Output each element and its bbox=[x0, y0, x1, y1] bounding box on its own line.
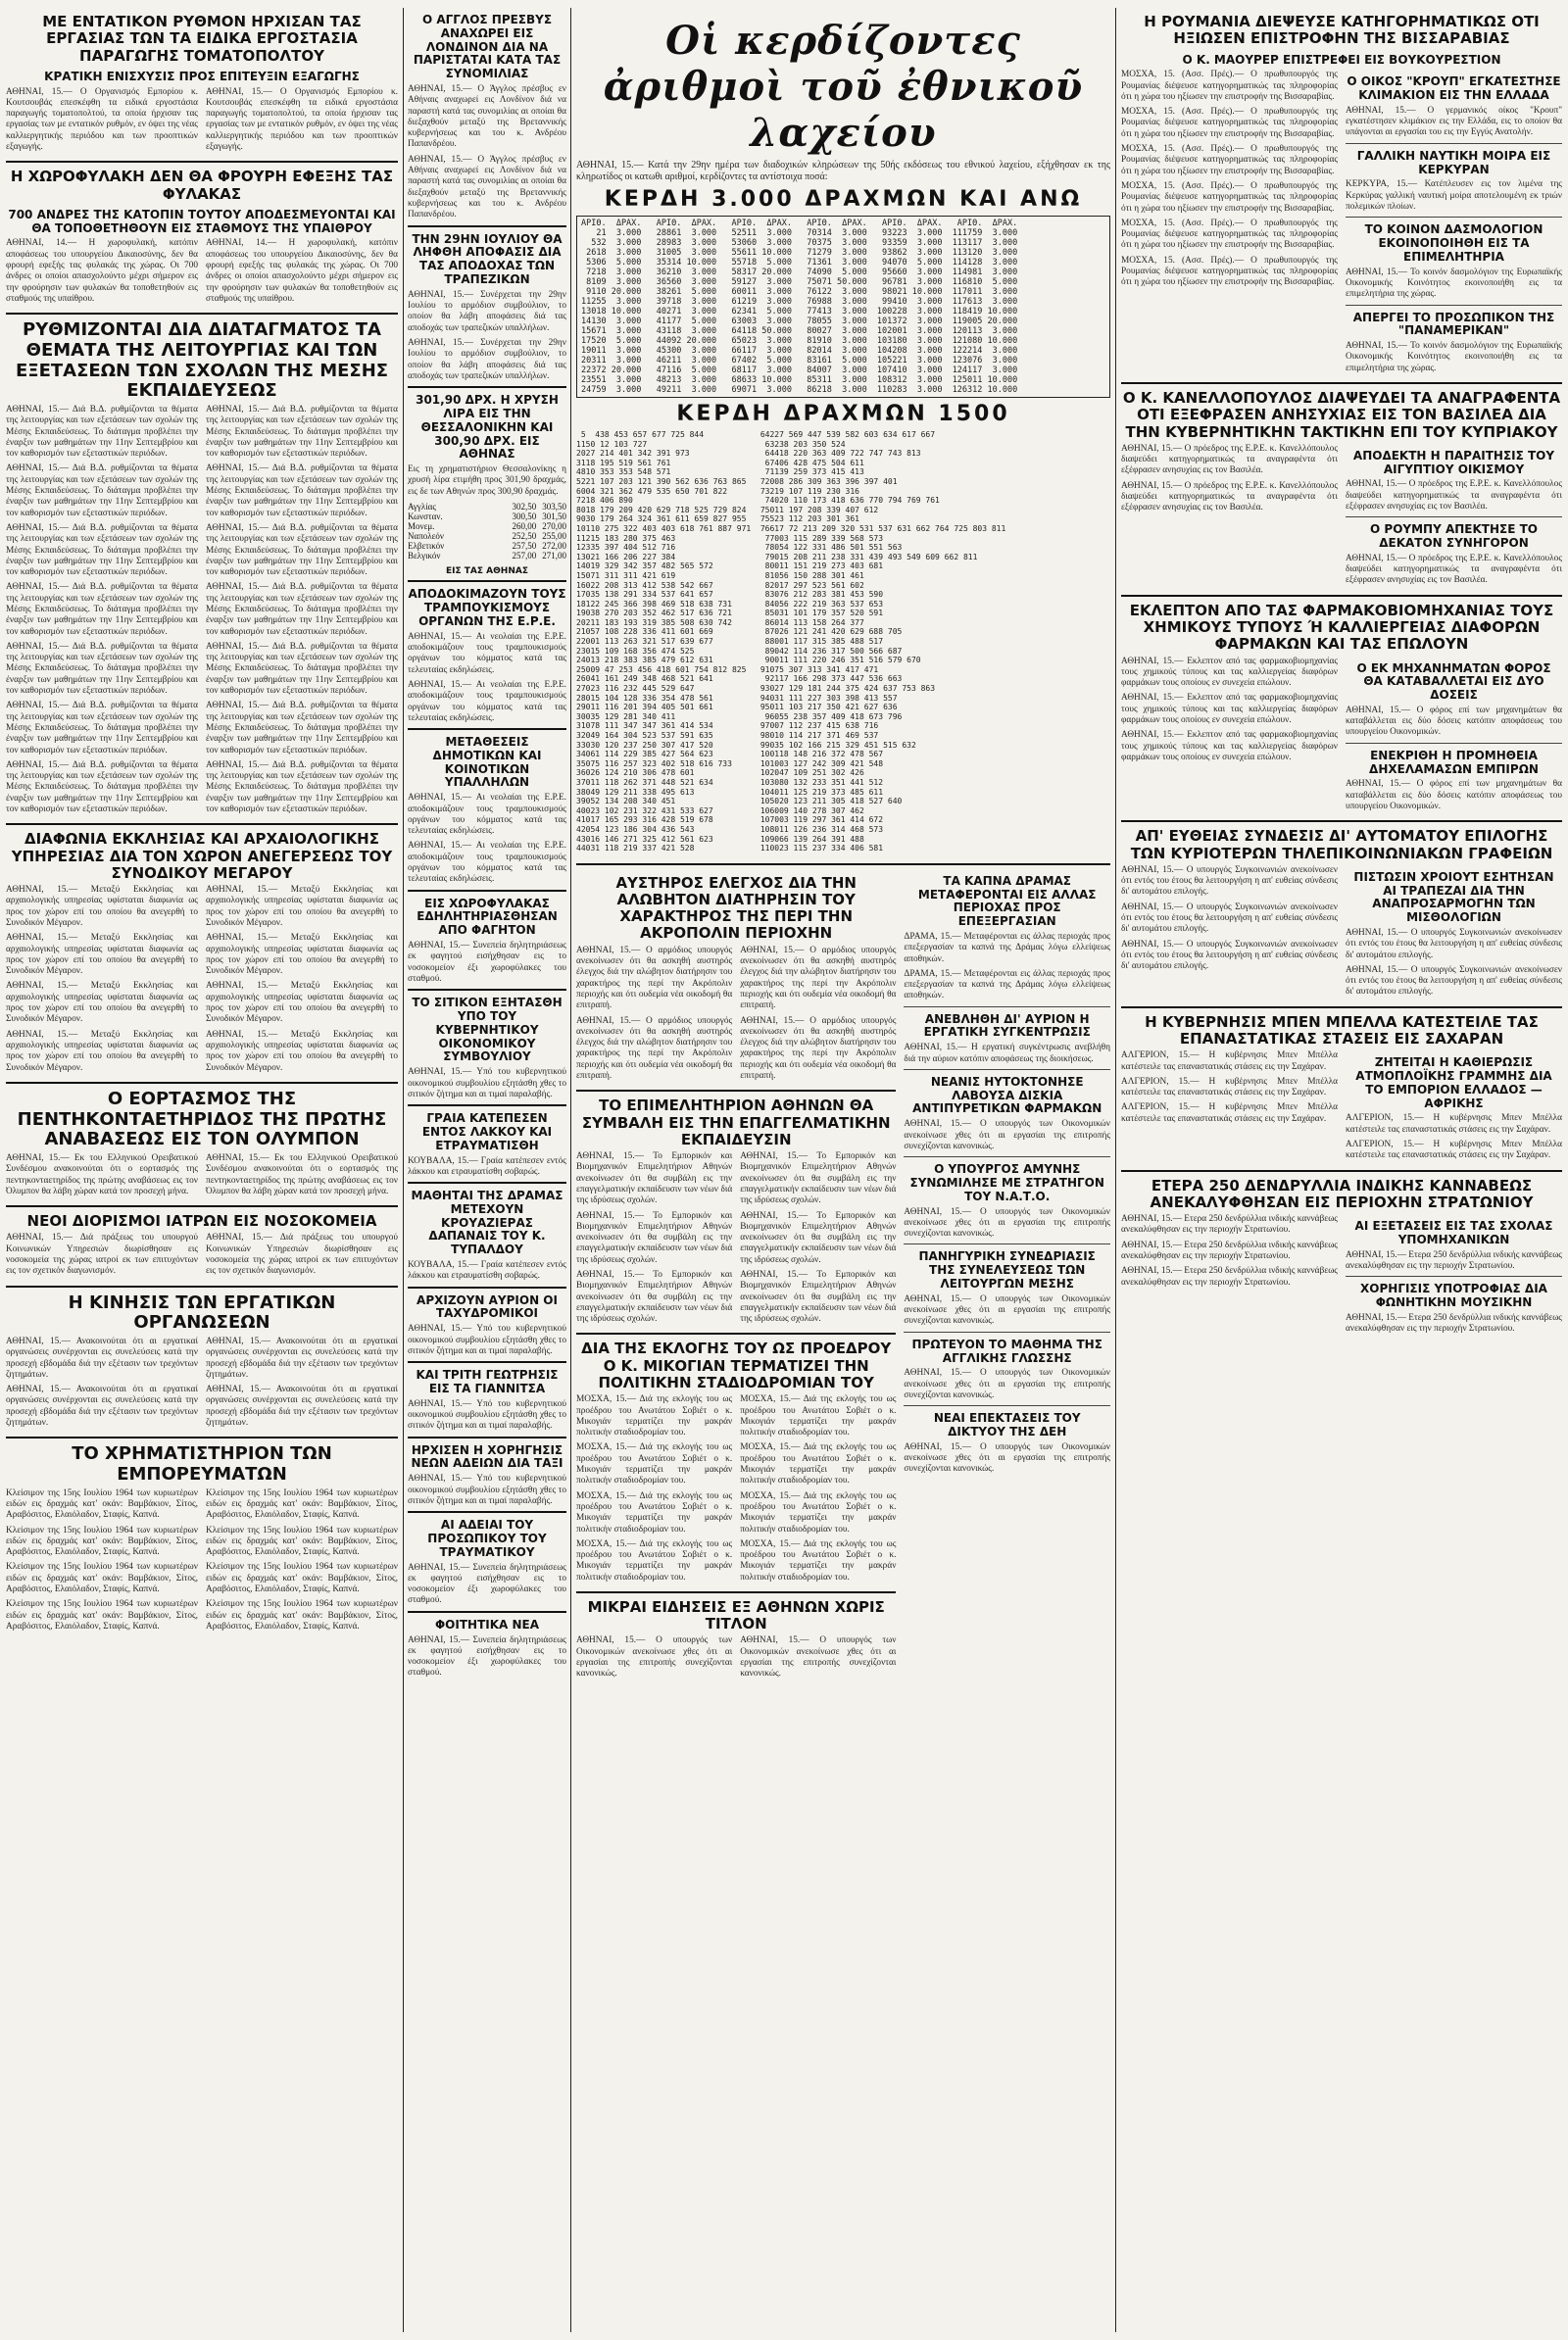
headline: ΑΠ' ΕΥΘΕΙΑΣ ΣΥΝΔΕΣΙΣ ΔΙ' ΑΥΤΟΜΑΤΟΥ ΕΠΙΛΟΓΗΣ ΤΩΝ ΚΥΡΙΟΤΕΡΩΝ ΤΗΛΕΠΙΚΟΙΝΩΝΙΑΚΩΝ ΓΡΑΦΕΙΩΝ bbox=[1130, 827, 1553, 862]
currency-row bbox=[408, 551, 566, 561]
article-body: ΜΟΣΧΑ, 15.— Διά της εκλογής του ως προέδρου του Ανωτάτου Σοβιέτ ο κ. Μικογιάν τερματίζει την μακράν πολιτικήν σταδιοδρομίαν του. bbox=[576, 1538, 733, 1583]
headline: ΕΤΕΡΑ 250 ΔΕΝΔΡΥΛΛΙΑ ΙΝΔΙΚΗΣ ΚΑΝΝΑΒΕΩΣ ΑΝΕΚΑΛΥΦΘΗΣΑΝ ΕΙΣ ΠΕΡΙΟΧΗΝ ΣΤΡΑΤΩΝΙΟΥ bbox=[1150, 1176, 1534, 1211]
headline: Η ΡΟΥΜΑΝΙΑ ΔΙΕΨΕΥΣΕ ΚΑΤΗΓΟΡΗΜΑΤΙΚΩΣ ΟΤΙ ΗΞΙΩΣΕΝ ΕΠΙΣΤΡΟΦΗΝ ΤΗΣ ΒΙΣΣΑΡΑΒΙΑΣ bbox=[1144, 13, 1540, 48]
article-body: ΜΟΣΧΑ, 15. (Ασσ. Πρές).— Ο πρωθυπουργός της Ρουμανίας διέψευσε κατηγορηματικώς τας πληροφορίας ότι η χώρα του ηξίωσεν την επιστροφήν της Βισσαραβίας. bbox=[1121, 255, 1338, 288]
headline: ΑΠΟΔΕΚΤΗ Η ΠΑΡΑΙΤΗΣΙΣ ΤΟΥ ΑΙΓΥΠΤΙΟΥ ΟΙΚΙΣΜΟΥ bbox=[1352, 448, 1555, 476]
article-body: ΑΘΗΝΑΙ, 15.— Ο αρμόδιος υπουργός ανεκοίνωσεν ότι θα ασκηθή αυστηρός έλεγχος διά την αλώβητον διατήρησιν του χαρακτήρος της περί την Ακρόπολιν περιοχής και ότι ουδεμία νέα οικοδομή θα επιτραπή. bbox=[740, 945, 897, 1011]
article-body: ΑΘΗΝΑΙ, 15.— Ο υπουργός των Οικονομικών ανεκοίνωσε χθες ότι αι εργασίαι της επιτροπής συνεχίζονται κανονικώς. bbox=[740, 1635, 897, 1680]
article-body: ΑΘΗΝΑΙ, 15.— Διά Β.Δ. ρυθμίζονται τα θέματα της λειτουργίας και των εξετάσεων των σχολών της Μέσης Εκπαιδεύσεως. Το διάταγμα προβλέπει την έναρξιν των μαθημάτων την 11ην Σεπτεμβρίου και τον καθορισμόν των εξεταστικών περιόδων. bbox=[6, 404, 198, 460]
article-body: ΑΘΗΝΑΙ, 15.— Ανακοινούται ότι αι εργατικαί οργανώσεις συνέρχονται εις συνελεύσεις κατά την προσεχή εβδομάδα διά την εξέτασιν των τρεχόντων ζητημάτων. bbox=[6, 1385, 198, 1428]
currency-sell: 272,00 bbox=[542, 540, 566, 551]
article-body: ΑΘΗΝΑΙ, 15.— Υπό του κυβερνητικού οικονομικού συμβουλίου εξητάσθη χθες το σιτικόν ζήτημα και αι τιμαί παραλαβής. bbox=[408, 1067, 566, 1099]
currency-buy: 302,50 bbox=[512, 501, 537, 512]
headline: Ο ΟΙΚΟΣ "ΚΡΟΥΠ" ΕΓΚΑΤΕΣΤΗΣΕ ΚΛΙΜΑΚΙΟΝ ΕΙΣ ΤΗΝ ΕΛΛΑΔΑ bbox=[1347, 74, 1561, 103]
article-body: ΚΕΡΚΥΡΑ, 15.— Κατέπλευσεν εις τον λιμένα της Κερκύρας γαλλική ναυτική μοίρα αποτελουμένη εκ τριών πολεμικών πλοίων. bbox=[1346, 179, 1562, 212]
article-body: ΑΛΓΕΡΙΟΝ, 15.— Η κυβέρνησις Μπεν Μπέλλα κατέστειλε τας επαναστατικάς στάσεις εις την Σαχάραν. bbox=[1121, 1050, 1338, 1072]
headline: Ο ΕΚ ΜΗΧΑΝΗΜΑΤΩΝ ΦΟΡΟΣ ΘΑ ΚΑΤΑΒΑΛΛΕΤΑΙ ΕΙΣ ΔΥΟ ΔΟΣΕΙΣ bbox=[1356, 660, 1551, 703]
article-body: ΑΘΗΝΑΙ, 15.— Ο υπουργός των Οικονομικών ανεκοίνωσε χθες ότι αι εργασίαι της επιτροπής συνεχίζονται κανονικώς. bbox=[904, 1441, 1110, 1475]
article-body: ΑΘΗΝΑΙ, 15.— Αι νεολαίαι της Ε.Ρ.Ε. αποδοκιμάζουν τους τραμπουκισμούς οργάνων του κόμματος κατά τας τελευταίας εκδηλώσεις. bbox=[408, 841, 566, 885]
article-body: ΑΘΗΝΑΙ, 15.— Υπό του κυβερνητικού οικονομικού συμβουλίου εξητάσθη χθες το σιτικόν ζήτημα και αι τιμαί παραλαβής. bbox=[408, 1398, 566, 1432]
currency-sell: 301,50 bbox=[542, 511, 566, 521]
currency-row bbox=[408, 531, 566, 541]
headline: ΔΙΑ ΤΗΣ ΕΚΛΟΓΗΣ ΤΟΥ ΩΣ ΠΡΟΕΔΡΟΥ Ο Κ. ΜΙΚΟΓΙΑΝ ΤΕΡΜΑΤΙΖΕΙ ΤΗΝ ΠΟΛΙΤΙΚΗΝ ΣΤΑΔΙΟΔΡΟΜΙΑΝ ΤΟΥ bbox=[581, 1340, 892, 1391]
headline: ΑΙ ΕΞΕΤΑΣΕΙΣ ΕΙΣ ΤΑΣ ΣΧΟΛΑΣ ΥΠΟΜΗΧΑΝΙΚΩΝ bbox=[1354, 1219, 1553, 1246]
currency-name: Μονεμ. bbox=[408, 520, 435, 531]
currency-name: Βελγικόν bbox=[408, 550, 441, 561]
article-body: ΑΘΗΝΑΙ, 15.— Διά πράξεως του υπουργού Κοινωνικών Υπηρεσιών διωρίσθησαν εις νοσοκομεία της χώρας ιατροί εκ των επιτυχόντων εις τον σχετικόν διαγωνισμόν. bbox=[206, 1233, 398, 1277]
currency-row bbox=[408, 512, 566, 521]
column-divider bbox=[1115, 8, 1116, 2332]
article-body: ΑΘΗΝΑΙ, 15.— Διά Β.Δ. ρυθμίζονται τα θέματα της λειτουργίας και των εξετάσεων των σχολών της Μέσης Εκπαιδεύσεως. Το διάταγμα προβλέπει την έναρξιν των μαθημάτων την 11ην Σεπτεμβρίου και τον καθορισμόν των εξεταστικών περιόδων. bbox=[6, 582, 198, 637]
headline: Ο ΥΠΟΥΡΓΟΣ ΑΜΥΝΗΣ ΣΥΝΩΜΙΛΗΣΕ ΜΕ ΣΤΡΑΤΗΓΟΝ ΤΟΥ Ν.Α.Τ.Ο. bbox=[909, 1162, 1104, 1203]
headline: ΦΟΙΤΗΤΙΚΑ ΝΕΑ bbox=[434, 1617, 540, 1632]
headline: ΠΙΣΤΩΣΙΝ ΧΡΟΙΟΥΤ ΕΣΗΤΗΣΑΝ ΑΙ ΤΡΑΠΕΖΑΙ ΔΙΑ ΤΗΝ ΑΝΑΠΡΟΣΑΡΜΟΓΗΝ ΤΩΝ ΜΙΣΘΟΛΟΓΙΩΝ bbox=[1353, 869, 1554, 925]
currency-buy: 252,50 bbox=[512, 530, 537, 541]
article-body: ΑΘΗΝΑΙ, 15.— Ο αρμόδιος υπουργός ανεκοίνωσεν ότι θα ασκηθή αυστηρός έλεγχος διά την αλώβητον διατήρησιν του χαρακτήρος της περί την Ακρόπολιν περιοχής και ότι ουδεμία νέα οικοδομή θα επιτραπή. bbox=[576, 1015, 733, 1081]
article-body: Κλείσιμον της 15ης Ιουλίου 1964 των κυριωτέρων ειδών εις δραχμάς κατ' οκάν: Βαμβάκιον, Σίτος, Αραβόσιτος, Ελαιόλαδον, Σταφίς, Καπνά. bbox=[6, 1525, 198, 1558]
article-body: ΑΘΗΝΑΙ, 15.— Διά Β.Δ. ρυθμίζονται τα θέματα της λειτουργίας και των εξετάσεων των σχολών της Μέσης Εκπαιδεύσεως. Το διάταγμα προβλέπει την έναρξιν των μαθημάτων την 11ην Σεπτεμβρίου και τον καθορισμόν των εξεταστικών περιόδων. bbox=[6, 522, 198, 578]
article-body: ΑΘΗΝΑΙ, 15.— Μεταξύ Εκκλησίας και αρχαιολογικής υπηρεσίας υφίσταται διαφωνία ως προς τον χώρον επί του οποίου θα ανεγερθή το Συνοδικόν Μέγαρον. bbox=[6, 933, 198, 977]
article-body: ΑΘΗΝΑΙ, 15.— Ο Οργανισμός Εμπορίου κ. Κουτσουβάς επεσκέφθη τα ειδικά εργοστάσια παραγωγής τοματοπολτού, τα οποία ήρχισαν τας εργασίας των με εντατικόν ρυθμόν, εν όψει της νέας καλλιεργητικής περιόδου και των προοπτικών εξαγωγής. bbox=[206, 86, 398, 153]
article-body: ΑΘΗΝΑΙ, 15.— Διά Β.Δ. ρυθμίζονται τα θέματα της λειτουργίας και των εξετάσεων των σχολών της Μέσης Εκπαιδεύσεως. Το διάταγμα προβλέπει την έναρξιν των μαθημάτων την 11ην Σεπτεμβρίου και τον καθορισμόν των εξεταστικών περιόδων. bbox=[206, 759, 398, 815]
headline: ΤΑ ΚΑΠΝΑ ΔΡΑΜΑΣ ΜΕΤΑΦΕΡΟΝΤΑΙ ΕΙΣ ΑΛΛΑΣ ΠΕΡΙΟΧΑΣ ΠΡΟΣ ΕΠΕΞΕΡΓΑΣΙΑΝ bbox=[917, 873, 1097, 929]
headline: ΕΚΛΕΠΤΟΝ ΑΠΟ ΤΑΣ ΦΑΡΜΑΚΟΒΙΟΜΗΧΑΝΙΑΣ ΤΟΥΣ ΧΗΜΙΚΟΥΣ ΤΥΠΟΥΣ Ή ΚΑΛΛΙΕΡΓΕΙΑΣ ΔΙΑΦΟΡΩΝ ΦΑΡΜΑΚΩΝ ΚΑΙ ΤΑΣ ΕΠΩΛΟΥΝ bbox=[1129, 601, 1554, 654]
article-body: ΑΘΗΝΑΙ, 15.— Το Εμπορικόν και Βιομηχανικόν Επιμελητήριον Αθηνών ανεκοίνωσεν ότι θα συμβάλη εις την επαγγελματικήν εκπαίδευσιν των νέων διά της ιδρύσεως σχολών. bbox=[576, 1270, 733, 1325]
article-body: ΜΟΣΧΑ, 15. (Ασσ. Πρές).— Ο πρωθυπουργός της Ρουμανίας διέψευσε κατηγορηματικώς τας πληροφορίας ότι η χώρα του ηξίωσεν την επιστροφήν της Βισσαραβίας. bbox=[1121, 218, 1338, 251]
currency-values bbox=[513, 551, 567, 561]
headline: ΖΗΤΕΙΤΑΙ Η ΚΑΘΙΕΡΩΣΙΣ ΑΤΜΟΠΛΟΪΚΗΣ ΓΡΑΜΜΗΣ ΔΙΑ ΤΟ ΕΜΠΟΡΙΟΝ ΕΛΛΑΔΟΣ — ΑΦΡΙΚΗΣ bbox=[1355, 1055, 1552, 1110]
currency-values bbox=[513, 541, 567, 551]
headline: 301,90 ΔΡΧ. Η ΧΡΥΣΗ ΛΙΡΑ ΕΙΣ ΤΗΝ ΘΕΣΣΑΛΟΝΙΚΗΝ ΚΑΙ 300,90 ΔΡΧ. ΕΙΣ ΑΘΗΝΑΣ bbox=[416, 393, 559, 462]
headline: ΑΝΕΒΛΗΘΗ ΔΙ' ΑΥΡΙΟΝ Η ΕΡΓΑΤΙΚΗ ΣΥΓΚΕΝΤΡΩΣΙΣ bbox=[923, 1011, 1091, 1040]
headline: ΜΕ ΕΝΤΑΤΙΚΟΝ ΡΥΘΜΟΝ ΗΡΧΙΣΑΝ ΤΑΣ ΕΡΓΑΣΙΑΣ ΤΩΝ ΤΑ ΕΙΔΙΚΑ ΕΡΓΟΣΤΑΣΙΑ ΠΑΡΑΓΩΓΗΣ ΤΟΜΑΤΟΠΟΛΤΟΥ bbox=[42, 13, 362, 65]
article-body: ΑΘΗΝΑΙ, 15.— Διά Β.Δ. ρυθμίζονται τα θέματα της λειτουργίας και των εξετάσεων των σχολών της Μέσης Εκπαιδεύσεως. Το διάταγμα προβλέπει την έναρξιν των μαθημάτων την 11ην Σεπτεμβρίου και τον καθορισμόν των εξεταστικών περιόδων. bbox=[206, 522, 398, 578]
article-body: ΑΘΗΝΑΙ, 15.— Ο φόρος επί των μηχανημάτων θα καταβάλλεται εις δύο δόσεις κατόπιν αποφάσεως του υπουργείου Οικονομικών. bbox=[1346, 779, 1562, 811]
lottery-numbers: ΑΡΙΘ. ΔΡΑΧ. ΑΡΙΘ. ΔΡΑΧ. ΑΡΙΘ. ΔΡΑΧ. ΑΡΙΘ. ΔΡΑΧ. ΑΡΙΘ. ΔΡΑΧ. ΑΡΙΘ. ΔΡΑΧ. 21 3.000 28861 3.000 52511 3.000 70314 3.000 93223 3.000 111759 3.000 532 3.000 28983 3.000 53060 3.000 70375 3.000 93359 3.000 113117 3.000 2618 3.000 31005 3.000 55611 10.000 71279 3.000 93862 3.000 113120 3.000 5306 5.000 35314 10.000 55718 5.000 71361 3.000 94070 5.000 114128 3.000 7218 3.000 36210 3.000 58317 20.000 74090 5.000 95660 3.000 114981 3.000 8109 3.000 36560 3.000 59127 3.000 75071 50.000 96781 3.000 116810 5.000 9110 20.000 38261 5.000 60011 3.000 76122 3.000 98021 10.000 117011 3.000 11255 3.000 39718 3.000 61219 3.000 76988 3.000 99410 3.000 117613 3.000 13018 10.000 40271 3.000 62341 5.000 77413 3.000 100228 3.000 118419 10.000 14130 3.000 41177 5.000 63003 3.000 78055 3.000 101372 3.000 119005 20.000 15671 3.000 43118 3.000 64118 50.000 80027 3.000 102001 3.000 120113 3.000 17520 5.000 44092 20.000 65023 3.000 81910 3.000 103180 3.000 121080 10.000 19011 3.000 45300 3.000 66117 3.000 82014 3.000 104208 3.000 122214 3.000 20311 3.000 46211 3.000 67402 5.000 83161 5.000 105221 3.000 123076 3.000 22372 20.000 47116 5.000 68117 3.000 84007 3.000 107410 3.000 124117 3.000 23551 3.000 48213 3.000 68633 10.000 85311 3.000 108312 3.000 125011 10.000 24759 3.000 49211 3.000 69071 3.000 86218 3.000 110283 3.000 126312 10.000 bbox=[581, 219, 1018, 395]
headline: Ο ΕΟΡΤΑΣΜΟΣ ΤΗΣ ΠΕΝΤΗΚΟΝΤΑΕΤΗΡΙΔΟΣ ΤΗΣ ΠΡΩΤΗΣ ΑΝΑΒΑΣΕΩΣ ΕΙΣ ΤΟΝ ΟΛΥΜΠΟΝ bbox=[17, 1088, 387, 1150]
headline: Ο Κ. ΚΑΝΕΛΛΟΠΟΥΛΟΣ ΔΙΑΨΕΥΔΕΙ ΤΑ ΑΝΑΓΡΑΦΕΝΤΑ ΟΤΙ ΕΞΕΦΡΑΣΕΝ ΑΝΗΣΥΧΙΑΣ ΕΙΣ ΤΟΝ ΒΑΣΙΛΕΑ ΔΙΑ ΤΗΝ ΚΥΒΕΡΝΗΤΙΚΗΝ ΤΑΚΤΙΚΗΝ ΕΠΙ ΤΟΥ ΚΥΠΡΙΑΚΟΥ bbox=[1122, 389, 1561, 441]
subheadline: 700 ΑΝΔΡΕΣ ΤΗΣ ΚΑΤΟΠΙΝ ΤΟΥΤΟΥ ΑΠΟΔΕΣΜΕΥΟΝΤΑΙ ΚΑΙ ΘΑ ΤΟΠΟΘΕΤΗΘΟΥΝ ΕΙΣ ΣΤΑΘΜΟΥΣ ΤΗΣ ΥΠΑΙΘΡΟΥ bbox=[8, 207, 396, 235]
column-divider bbox=[570, 8, 571, 2332]
article-body: ΜΟΣΧΑ, 15.— Διά της εκλογής του ως προέδρου του Ανωτάτου Σοβιέτ ο κ. Μικογιάν τερματίζει την μακράν πολιτικήν σταδιοδρομίαν του. bbox=[740, 1394, 897, 1438]
article-body: ΑΘΗΝΑΙ, 15.— Υπό του κυβερνητικού οικονομικού συμβουλίου εξητάσθη χθες το σιτικόν ζήτημα και αι τιμαί παραλαβής. bbox=[408, 1324, 566, 1356]
headline: ΗΡΧΙΣΕΝ Η ΧΟΡΗΓΗΣΙΣ ΝΕΩΝ ΑΔΕΙΩΝ ΔΙΑ ΤΑΞΙ bbox=[411, 1442, 564, 1471]
article-body: ΑΘΗΝΑΙ, 15.— Διά Β.Δ. ρυθμίζονται τα θέματα της λειτουργίας και των εξετάσεων των σχολών της Μέσης Εκπαιδεύσεως. Το διάταγμα προβλέπει την έναρξιν των μαθημάτων την 11ην Σεπτεμβρίου και τον καθορισμόν των εξεταστικών περιόδων. bbox=[206, 582, 398, 637]
news-grid bbox=[576, 869, 1110, 1684]
headline: ΜΑΘΗΤΑΙ ΤΗΣ ΔΡΑΜΑΣ ΜΕΤΕΧΟΥΝ ΚΡΟΥΑΖΙΕΡΑΣ ΔΑΠΑΝΑΙΣ ΤΟΥ Κ. ΤΥΠΑΛΔΟΥ bbox=[411, 1189, 564, 1257]
headline: ΠΑΝΗΓΥΡΙΚΗ ΣΥΝΕΔΡΙΑΣΙΣ ΤΗΣ ΣΥΝΕΛΕΥΣΕΩΣ ΤΩΝ ΛΕΙΤΟΥΡΓΩΝ ΜΕΣΗΣ bbox=[918, 1249, 1096, 1292]
headline: ΝΕΑΙ ΕΠΕΚΤΑΣΕΙΣ ΤΟΥ ΔΙΚΤΥΟΥ ΤΗΣ ΔΕΗ bbox=[933, 1411, 1081, 1438]
article-body: ΑΘΗΝΑΙ, 15.— Μεταξύ Εκκλησίας και αρχαιολογικής υπηρεσίας υφίσταται διαφωνία ως προς τον χώρον επί του οποίου θα ανεγερθή το Συνοδικόν Μέγαρον. bbox=[206, 1029, 398, 1073]
article-body: ΑΘΗΝΑΙ, 15.— Υπό του κυβερνητικού οικονομικού συμβουλίου εξητάσθη χθες το σιτικόν ζήτημα και αι τιμαί παραλαβής. bbox=[408, 1474, 566, 1506]
article-body: ΜΟΣΧΑ, 15. (Ασσ. Πρές).— Ο πρωθυπουργός της Ρουμανίας διέψευσε κατηγορηματικώς τας πληροφορίας ότι η χώρα του ηξίωσεν την επιστροφήν της Βισσαραβίας. bbox=[1121, 70, 1338, 102]
lottery-section-title: ΚΕΡΔΗ ΔΡΑΧΜΩΝ 1500 bbox=[676, 402, 1010, 426]
article-body: ΑΘΗΝΑΙ, 15.— Ο πρόεδρος της Ε.Ρ.Ε. κ. Κανελλόπουλος διαψεύδει κατηγορηματικώς τα αναγραφέντα ότι εξέφρασεν ανησυχίας εις τον Βασιλέα. bbox=[1121, 443, 1338, 476]
article-body: Κλείσιμον της 15ης Ιουλίου 1964 των κυριωτέρων ειδών εις δραχμάς κατ' οκάν: Βαμβάκιον, Σίτος, Αραβόσιτος, Ελαιόλαδον, Σταφίς, Καπνά. bbox=[6, 1599, 198, 1632]
headline: ΧΟΡΗΓΙΣΙΣ ΥΠΟΤΡΟΦΙΑΣ ΔΙΑ ΦΩΝΗΤΙΚΗΝ ΜΟΥΣΙΚΗΝ bbox=[1360, 1282, 1547, 1310]
article-body: ΑΘΗΝΑΙ, 15.— Ο αρμόδιος υπουργός ανεκοίνωσεν ότι θα ασκηθή αυστηρός έλεγχος διά την αλώβητον διατήρησιν του χαρακτήρος της περί την Ακρόπολιν περιοχής και ότι ουδεμία νέα οικοδομή θα επιτραπή. bbox=[740, 1015, 897, 1081]
headline: ΓΑΛΛΙΚΗ ΝΑΥΤΙΚΗ ΜΟΙΡΑ ΕΙΣ ΚΕΡΚΥΡΑΝ bbox=[1356, 148, 1551, 176]
article-body: ΑΘΗΝΑΙ, 15.— Ετερα 250 δενδρύλλια ινδικής καννάβεως ανεκαλύφθησαν εις την περιοχήν Στρατωνίου. bbox=[1121, 1240, 1338, 1261]
article-body: ΑΘΗΝΑΙ, 15.— Ετερα 250 δενδρύλλια ινδικής καννάβεως ανεκαλύφθησαν εις την περιοχήν Στρατωνίου. bbox=[1346, 1249, 1562, 1271]
headline: Η ΚΥΒΕΡΝΗΣΙΣ ΜΠΕΝ ΜΠΕΛΛΑ ΚΑΤΕΣΤΕΙΛΕ ΤΑΣ ΕΠΑΝΑΣΤΑΤΙΚΑΣ ΣΤΑΣΕΙΣ ΕΙΣ ΣΑΧΑΡΑΝ bbox=[1145, 1012, 1539, 1048]
article-body: ΑΘΗΝΑΙ, 15.— Ετερα 250 δενδρύλλια ινδικής καννάβεως ανεκαλύφθησαν εις την περιοχήν Στρατωνίου. bbox=[1121, 1214, 1338, 1236]
article-body: ΑΘΗΝΑΙ, 15.— Το Εμπορικόν και Βιομηχανικόν Επιμελητήριον Αθηνών ανεκοίνωσεν ότι θα συμβάλη εις την επαγγελματικήν εκπαίδευσιν των νέων διά της ιδρύσεως σχολών. bbox=[740, 1151, 897, 1206]
article-body: ΑΘΗΝΑΙ, 15.— Εκλεπτον από τας φαρμακοβιομηχανίας τους χημικούς τύπους και τας καλλιεργείας διαφόρων φαρμάκων τους οποίους εν συνεχεία επώλουν. bbox=[1121, 693, 1338, 725]
article-body: ΑΘΗΝΑΙ, 15.— Ο υπουργός Συγκοινωνιών ανεκοίνωσεν ότι εντός του έτους θα λειτουργήση η απ' ευθείας σύνδεσις δι' αυτομάτου επιλογής. bbox=[1121, 902, 1338, 935]
article-body: ΑΘΗΝΑΙ, 15.— Μεταξύ Εκκλησίας και αρχαιολογικής υπηρεσίας υφίσταται διαφωνία ως προς τον χώρον επί του οποίου θα ανεγερθή το Συνοδικόν Μέγαρον. bbox=[6, 1029, 198, 1073]
article-body: ΑΘΗΝΑΙ, 15.— Μεταξύ Εκκλησίας και αρχαιολογικής υπηρεσίας υφίσταται διαφωνία ως προς τον χώρον επί του οποίου θα ανεγερθή το Συνοδικόν Μέγαρον. bbox=[206, 885, 398, 928]
article-body: ΑΛΓΕΡΙΟΝ, 15.— Η κυβέρνησις Μπεν Μπέλλα κατέστειλε τας επαναστατικάς στάσεις εις την Σαχάραν. bbox=[1346, 1140, 1562, 1161]
headline: ΤΟ ΧΡΗΜΑΤΙΣΤΗΡΙΟΝ ΤΩΝ ΕΜΠΟΡΕΥΜΑΤΩΝ bbox=[72, 1443, 332, 1485]
currency-row bbox=[408, 521, 566, 531]
column-center-left bbox=[408, 8, 566, 2332]
headline: ΠΡΩΤΕΥΟΝ ΤΟ ΜΑΘΗΜΑ ΤΗΣ ΑΓΓΛΙΚΗΣ ΓΛΩΣΣΗΣ bbox=[911, 1337, 1102, 1365]
article-body: ΑΘΗΝΑΙ, 15.— Ο Οργανισμός Εμπορίου κ. Κουτσουβάς επεσκέφθη τα ειδικά εργοστάσια παραγωγής τοματοπολτού, τα οποία ήρχισαν τας εργασίας των με εντατικόν ρυθμόν, εν όψει της νέας καλλιεργητικής περιόδου και των προοπτικών εξαγωγής. bbox=[6, 86, 198, 153]
article-body: ΑΘΗΝΑΙ, 15.— Το Εμπορικόν και Βιομηχανικόν Επιμελητήριον Αθηνών ανεκοίνωσεν ότι θα συμβάλη εις την επαγγελματικήν εκπαίδευσιν των νέων διά της ιδρύσεως σχολών. bbox=[576, 1151, 733, 1206]
article-body: ΑΘΗΝΑΙ, 15.— Διά Β.Δ. ρυθμίζονται τα θέματα της λειτουργίας και των εξετάσεων των σχολών της Μέσης Εκπαιδεύσεως. Το διάταγμα προβλέπει την έναρξιν των μαθημάτων την 11ην Σεπτεμβρίου και τον καθορισμόν των εξεταστικών περιόδων. bbox=[206, 701, 398, 756]
article-body: ΑΘΗΝΑΙ, 15.— Ανακοινούται ότι αι εργατικαί οργανώσεις συνέρχονται εις συνελεύσεις κατά την προσεχή εβδομάδα διά την εξέτασιν των τρεχόντων ζητημάτων. bbox=[206, 1336, 398, 1380]
currency-values bbox=[513, 531, 567, 541]
headline: ΑΥΣΤΗΡΟΣ ΕΛΕΓΧΟΣ ΔΙΑ ΤΗΝ ΑΛΩΒΗΤΟΝ ΔΙΑΤΗΡΗΣΙΝ ΤΟΥ ΧΑΡΑΚΤΗΡΟΣ ΤΗΣ ΠΕΡΙ ΤΗΝ ΑΚΡΟΠΟΛΙΝ ΠΕΡΙΟΧΗΝ bbox=[615, 873, 857, 943]
article-body: ΑΘΗΝΑΙ, 15.— Η εργατική συγκέντρωσις ανεβλήθη διά την αύριον κατόπιν αποφάσεως της διοικήσεως. bbox=[904, 1043, 1110, 1064]
article-body: ΑΘΗΝΑΙ, 15.— Διά Β.Δ. ρυθμίζονται τα θέματα της λειτουργίας και των εξετάσεων των σχολών της Μέσης Εκπαιδεύσεως. Το διάταγμα προβλέπει την έναρξιν των μαθημάτων την 11ην Σεπτεμβρίου και τον καθορισμόν των εξεταστικών περιόδων. bbox=[206, 463, 398, 518]
article-body: ΑΘΗΝΑΙ, 15.— Ο υπουργός των Οικονομικών ανεκοίνωσε χθες ότι αι εργασίαι της επιτροπής συνεχίζονται κανονικώς. bbox=[904, 1293, 1110, 1327]
article-body: ΑΘΗΝΑΙ, 15.— Το κοινόν δασμολόγιον της Ευρωπαϊκής Οικονομικής Κοινότητος εκοινοποιήθη εις τα επιμελητήρια της χώρας. bbox=[1346, 341, 1562, 373]
headline: ΕΝΕΚΡΙΘΗ Η ΠΡΟΜΗΘΕΙΑ ΔΗΧΕΛΑΜΑΣΩΝ ΕΜΠΙΡΩΝ bbox=[1369, 748, 1539, 776]
article-body: ΑΘΗΝΑΙ, 15.— Το Εμπορικόν και Βιομηχανικόν Επιμελητήριον Αθηνών ανεκοίνωσεν ότι θα συμβάλη εις την επαγγελματικήν εκπαίδευσιν των νέων διά της ιδρύσεως σχολών. bbox=[740, 1210, 897, 1265]
article-body: ΑΛΓΕΡΙΟΝ, 15.— Η κυβέρνησις Μπεν Μπέλλα κατέστειλε τας επαναστατικάς στάσεις εις την Σαχάραν. bbox=[1121, 1102, 1338, 1124]
article-body: Κλείσιμον της 15ης Ιουλίου 1964 των κυριωτέρων ειδών εις δραχμάς κατ' οκάν: Βαμβάκιον, Σίτος, Αραβόσιτος, Ελαιόλαδον, Σταφίς, Καπνά. bbox=[206, 1487, 398, 1521]
currency-values bbox=[513, 512, 567, 521]
currency-sell: 255,00 bbox=[542, 530, 566, 541]
article-body: Κλείσιμον της 15ης Ιουλίου 1964 των κυριωτέρων ειδών εις δραχμάς κατ' οκάν: Βαμβάκιον, Σίτος, Αραβόσιτος, Ελαιόλαδον, Σταφίς, Καπνά. bbox=[206, 1599, 398, 1632]
article-body: ΑΘΗΝΑΙ, 15.— Συνέρχεται την 29ην Ιουλίου το αρμόδιον συμβούλιον, το οποίον θα λάβη αποφάσεις διά τας αποδοχάς των τραπεζικών υπαλλήλων. bbox=[408, 289, 566, 333]
article-body: ΑΘΗΝΑΙ, 15.— Εκ του Ελληνικού Ορειβατικού Συνδέσμου ανακοινούται ότι ο εορτασμός της πεντηκονταετηρίδος της πρώτης αναβάσεως εις τον Όλυμπον θα λάβη χώραν κατά τον προσεχή μήνα. bbox=[206, 1152, 398, 1196]
currency-name: Κωνσταν. bbox=[408, 511, 443, 521]
currency-row bbox=[408, 502, 566, 512]
headline: ΤΟ ΚΟΙΝΟΝ ΔΑΣΜΟΛΟΓΙΟΝ ΕΚΟΙΝΟΠΟΙΗΘΗ ΕΙΣ ΤΑ ΕΠΙΜΕΛΗΤΗΡΙΑ bbox=[1364, 222, 1544, 264]
headline: ΑΠΕΡΓΕΙ ΤΟ ΠΡΟΣΩΠΙΚΟΝ ΤΗΣ "ΠΑΝΑΜΕΡΙΚΑΝ" bbox=[1352, 310, 1555, 338]
article-body: ΜΟΣΧΑ, 15.— Διά της εκλογής του ως προέδρου του Ανωτάτου Σοβιέτ ο κ. Μικογιάν τερματίζει την μακράν πολιτικήν σταδιοδρομίαν του. bbox=[740, 1442, 897, 1487]
currency-values bbox=[513, 502, 567, 512]
article-body: ΑΛΓΕΡΙΟΝ, 15.— Η κυβέρνησις Μπεν Μπέλλα κατέστειλε τας επαναστατικάς στάσεις εις την Σαχάραν. bbox=[1346, 1113, 1562, 1135]
table-title: ΕΙΣ ΤΑΣ ΑΘΗΝΑΣ bbox=[446, 565, 528, 576]
article-body: ΚΟΥΒΑΛΑ, 15.— Γραία κατέπεσεν εντός λάκκου και ετραυματίσθη σοβαρώς. bbox=[408, 1155, 566, 1177]
article-body: ΑΘΗΝΑΙ, 15.— Ο πρόεδρος της Ε.Ρ.Ε. κ. Κανελλόπουλος διαψεύδει κατηγορηματικώς τα αναγραφέντα ότι εξέφρασεν ανησυχίας εις τον Βασιλέα. bbox=[1346, 553, 1562, 586]
article-body: ΑΘΗΝΑΙ, 15.— Το Εμπορικόν και Βιομηχανικόν Επιμελητήριον Αθηνών ανεκοίνωσεν ότι θα συμβάλη εις την επαγγελματικήν εκπαίδευσιν των νέων διά της ιδρύσεως σχολών. bbox=[740, 1270, 897, 1325]
article-body: ΑΘΗΝΑΙ, 15.— Μεταξύ Εκκλησίας και αρχαιολογικής υπηρεσίας υφίσταται διαφωνία ως προς τον χώρον επί του οποίου θα ανεγερθή το Συνοδικόν Μέγαρον. bbox=[6, 885, 198, 928]
headline: Η ΧΩΡΟΦΥΛΑΚΗ ΔΕΝ ΘΑ ΦΡΟΥΡΗ ΕΦΕΞΗΣ ΤΑΣ ΦΥΛΑΚΑΣ bbox=[10, 168, 394, 203]
headline: ΤΟ ΣΙΤΙΚΟΝ ΕΞΗΤΑΣΘΗ ΥΠΟ ΤΟΥ ΚΥΒΕΡΝΗΤΙΚΟΥ ΟΙΚΟΝΟΜΙΚΟΥ ΣΥΜΒΟΥΛΙΟΥ bbox=[412, 996, 563, 1064]
article-body: ΑΘΗΝΑΙ, 15.— Ετερα 250 δενδρύλλια ινδικής καννάβεως ανεκαλύφθησαν εις την περιοχήν Στρατωνίου. bbox=[1346, 1312, 1562, 1335]
currency-sell: 303,50 bbox=[542, 501, 566, 512]
article-body: ΑΘΗΝΑΙ, 15.— Το Εμπορικόν και Βιομηχανικόν Επιμελητήριον Αθηνών ανεκοίνωσεν ότι θα συμβάλη εις την επαγγελματικήν εκπαίδευσιν των νέων διά της ιδρύσεως σχολών. bbox=[576, 1210, 733, 1265]
article-body: ΚΟΥΒΑΛΑ, 15.— Γραία κατέπεσεν εντός λάκκου και ετραυματίσθη σοβαρώς. bbox=[408, 1260, 566, 1282]
article-body: ΑΘΗΝΑΙ, 15.— Ο υπουργός των Οικονομικών ανεκοίνωσε χθες ότι αι εργασίαι της επιτροπής συνεχίζονται κανονικώς. bbox=[904, 1368, 1110, 1400]
headline: ΝΕΟΙ ΔΙΟΡΙΣΜΟΙ ΙΑΤΡΩΝ ΕΙΣ ΝΟΣΟΚΟΜΕΙΑ bbox=[26, 1212, 377, 1231]
lottery-lead: ΑΘΗΝΑΙ, 15.— Κατά την 29ην ημέρα των διαδοχικών κληρώσεων της 50ής εκδόσεως του εθνικού λαχείου, εξήχθησαν εκ της κληρωτίδος οι κατωθι αριθμοί, κερδίζοντες τα αντίστοιχα ποσά: bbox=[576, 160, 1110, 182]
headline: ΝΕΑΝΙΣ ΗΥΤΟΚΤΟΝΗΣΕ ΛΑΒΟΥΣΑ ΔΙΣΚΙΑ ΑΝΤΙΠΥΡΕΤΙΚΩΝ ΦΑΡΜΑΚΩΝ bbox=[912, 1074, 1102, 1116]
currency-name: Αγγλίας bbox=[408, 501, 436, 512]
headline: Ο ΑΓΓΛΟΣ ΠΡΕΣΒΥΣ ΑΝΑΧΩΡΕΙ ΕΙΣ ΛΟΝΔΙΝΟΝ ΔΙΑ ΝΑ ΠΑΡΙΣΤΑΤΑΙ ΚΑΤΑ ΤΑΣ ΣΥΝΟΜΙΛΙΑΣ bbox=[413, 13, 562, 81]
article-body: ΜΟΣΧΑ, 15.— Διά της εκλογής του ως προέδρου του Ανωτάτου Σοβιέτ ο κ. Μικογιάν τερματίζει την μακράν πολιτικήν σταδιοδρομίαν του. bbox=[740, 1490, 897, 1535]
article-body: Κλείσιμον της 15ης Ιουλίου 1964 των κυριωτέρων ειδών εις δραχμάς κατ' οκάν: Βαμβάκιον, Σίτος, Αραβόσιτος, Ελαιόλαδον, Σταφίς, Καπνά. bbox=[206, 1525, 398, 1558]
article-body: ΑΘΗΝΑΙ, 15.— Ο υπουργός των Οικονομικών ανεκοίνωσε χθες ότι αι εργασίαι της επιτροπής συνεχίζονται κανονικώς. bbox=[904, 1119, 1110, 1151]
currency-buy: 300,50 bbox=[512, 511, 537, 521]
article-body: ΑΘΗΝΑΙ, 15.— Ο φόρος επί των μηχανημάτων θα καταβάλλεται εις δύο δόσεις κατόπιν αποφάσεως του υπουργείου Οικονομικών. bbox=[1346, 705, 1562, 738]
currency-name: Ελβετικόν bbox=[408, 540, 445, 551]
article-body: ΑΘΗΝΑΙ, 15.— Ο υπουργός Συγκοινωνιών ανεκοίνωσεν ότι εντός του έτους θα λειτουργήση η απ' ευθείας σύνδεσις δι' αυτομάτου επιλογής. bbox=[1121, 864, 1338, 898]
currency-buy: 257,50 bbox=[512, 540, 537, 551]
currency-table bbox=[408, 502, 566, 561]
article-body: ΑΘΗΝΑΙ, 15.— Μεταξύ Εκκλησίας και αρχαιολογικής υπηρεσίας υφίσταται διαφωνία ως προς τον χώρον επί του οποίου θα ανεγερθή το Συνοδικόν Μέγαρον. bbox=[206, 933, 398, 977]
article-body: ΑΘΗΝΑΙ, 15.— Ο πρόεδρος της Ε.Ρ.Ε. κ. Κανελλόπουλος διαψεύδει κατηγορηματικώς τα αναγραφέντα ότι εξέφρασεν ανησυχίας εις τον Βασιλέα. bbox=[1346, 479, 1562, 512]
headline: ΓΡΑΙΑ ΚΑΤΕΠΕΣΕΝ ΕΝΤΟΣ ΛΑΚΚΟΥ ΚΑΙ ΕΤΡΑΥΜΑΤΙΣΘΗ bbox=[421, 1111, 553, 1152]
article-body: ΑΘΗΝΑΙ, 15.— Διά Β.Δ. ρυθμίζονται τα θέματα της λειτουργίας και των εξετάσεων των σχολών της Μέσης Εκπαιδεύσεως. Το διάταγμα προβλέπει την έναρξιν των μαθημάτων την 11ην Σεπτεμβρίου και τον καθορισμόν των εξεταστικών περιόδων. bbox=[6, 641, 198, 697]
article-body: ΑΘΗΝΑΙ, 15.— Μεταξύ Εκκλησίας και αρχαιολογικής υπηρεσίας υφίσταται διαφωνία ως προς τον χώρον επί του οποίου θα ανεγερθή το Συνοδικόν Μέγαρον. bbox=[6, 981, 198, 1025]
article-body: ΑΘΗΝΑΙ, 15.— Ετερα 250 δενδρύλλια ινδικής καννάβεως ανεκαλύφθησαν εις την περιοχήν Στρατωνίου. bbox=[1121, 1266, 1338, 1288]
headline: ΑΡΧΙΖΟΥΝ ΑΥΡΙΟΝ ΟΙ ΤΑΧΥΔΡΟΜΙΚΟΙ bbox=[416, 1292, 558, 1321]
lottery-table-3000 bbox=[576, 216, 1110, 398]
article-body: ΑΘΗΝΑΙ, 15.— Αι νεολαίαι της Ε.Ρ.Ε. αποδοκιμάζουν τους τραμπουκισμούς οργάνων του κόμματος κατά τας τελευταίας εκδηλώσεις. bbox=[408, 793, 566, 837]
column-center bbox=[576, 8, 1110, 2332]
article-body: Εις τη χρηματιστήριον Θεσσαλονίκης η χρυσή λίρα ετιμήθη προς 301,90 δραχμάς, εις δε των Αθηνών προς 300,90 δραχμάς. bbox=[408, 464, 566, 497]
article-body: ΑΘΗΝΑΙ, 14.— Η χωροφυλακή, κατόπιν αποφάσεως του υπουργείου Δικαιοσύνης, δεν θα φρουρή εφεξής τας φυλακάς της χώρας. Οι 700 άνδρες οι οποίοι απασχολούντο μέχρι σήμερον εις την φρούρησιν των φυλακών θα τοποθετηθούν εις σταθμούς της υπαίθρου. bbox=[6, 238, 198, 304]
headline: Η ΚΙΝΗΣΙΣ ΤΩΝ ΕΡΓΑΤΙΚΩΝ ΟΡΓΑΝΩΣΕΩΝ bbox=[68, 1292, 336, 1334]
article-body: ΑΘΗΝΑΙ, 15.— Ο πρόεδρος της Ε.Ρ.Ε. κ. Κανελλόπουλος διαψεύδει κατηγορηματικώς τα αναγραφέντα ότι εξέφρασεν ανησυχίας εις τον Βασιλέα. bbox=[1121, 480, 1338, 513]
currency-name: Ναπολεόν bbox=[408, 530, 444, 541]
subheadline: Ο Κ. ΜΑΟΥΡΕΡ ΕΠΙΣΤΡΕΦΕΙ ΕΙΣ ΒΟΥΚΟΥΡΕΣΤΙΟΝ bbox=[1182, 52, 1501, 67]
article-body: ΑΘΗΝΑΙ, 15.— Αι νεολαίαι της Ε.Ρ.Ε. αποδοκιμάζουν τους τραμπουκισμούς οργάνων του κόμματος κατά τας τελευταίας εκδηλώσεις. bbox=[408, 679, 566, 723]
article-body: ΜΟΣΧΑ, 15. (Ασσ. Πρές).— Ο πρωθυπουργός της Ρουμανίας διέψευσε κατηγορηματικώς τας πληροφορίας ότι η χώρα του ηξίωσεν την επιστροφήν της Βισσαραβίας. bbox=[1121, 180, 1338, 214]
headline: ΤΟ ΕΠΙΜΕΛΗΤΗΡΙΟΝ ΑΘΗΝΩΝ ΘΑ ΣΥΜΒΑΛΗ ΕΙΣ ΤΗΝ ΕΠΑΓΓΕΛΜΑΤΙΚΗΝ ΕΚΠΑΙΔΕΥΣΙΝ bbox=[581, 1097, 891, 1148]
article-body: ΑΘΗΝΑΙ, 15.— Διά Β.Δ. ρυθμίζονται τα θέματα της λειτουργίας και των εξετάσεων των σχολών της Μέσης Εκπαιδεύσεως. Το διάταγμα προβλέπει την έναρξιν των μαθημάτων την 11ην Σεπτεμβρίου και τον καθορισμόν των εξεταστικών περιόδων. bbox=[206, 404, 398, 460]
article-body: ΑΘΗΝΑΙ, 15.— Ο Άγγλος πρέσβυς εν Αθήναις αναχωρεί εις Λονδίνον διά να παραστή κατά τας συνομιλίας αι οποίαι θα διεξαχθούν μεταξύ της Βρεταννικής κυβερνήσεως και του κ. Ανδρέου Παπανδρέου. bbox=[408, 83, 566, 150]
article-body: ΑΘΗΝΑΙ, 15.— Εκλεπτον από τας φαρμακοβιομηχανίας τους χημικούς τύπους και τας καλλιεργείας διαφόρων φαρμάκων τους οποίους εν συνεχεία επώλουν. bbox=[1121, 730, 1338, 762]
article-body: ΜΟΣΧΑ, 15.— Διά της εκλογής του ως προέδρου του Ανωτάτου Σοβιέτ ο κ. Μικογιάν τερματίζει την μακράν πολιτικήν σταδιοδρομίαν του. bbox=[740, 1538, 897, 1583]
article-body: ΑΘΗΝΑΙ, 15.— Ο Άγγλος πρέσβυς εν Αθήναις αναχωρεί εις Λονδίνον διά να παραστή κατά τας συνομιλίας αι οποίαι θα διεξαχθούν μεταξύ της Βρεταννικής κυβερνήσεως και του κ. Ανδρέου Παπανδρέου. bbox=[408, 154, 566, 220]
column-left bbox=[6, 8, 398, 2332]
article-body: ΑΘΗΝΑΙ, 15.— Διά Β.Δ. ρυθμίζονται τα θέματα της λειτουργίας και των εξετάσεων των σχολών της Μέσης Εκπαιδεύσεως. Το διάταγμα προβλέπει την έναρξιν των μαθημάτων την 11ην Σεπτεμβρίου και τον καθορισμόν των εξεταστικών περιόδων. bbox=[6, 759, 198, 815]
article-body: ΑΘΗΝΑΙ, 15.— Ο υπουργός των Οικονομικών ανεκοίνωσε χθες ότι αι εργασίαι της επιτροπής συνεχίζονται κανονικώς. bbox=[576, 1635, 733, 1680]
article-body: ΑΘΗΝΑΙ, 15.— Ο γερμανικός οίκος "Κρουπ" εγκατέστησεν κλιμάκιον εις την Ελλάδα, εις το οποίον θα υπάγονται αι εργασίαι του εις την Εγγύς Ανατολήν. bbox=[1346, 105, 1562, 138]
currency-buy: 257,00 bbox=[512, 550, 537, 561]
article-body: ΑΘΗΝΑΙ, 15.— Ανακοινούται ότι αι εργατικαί οργανώσεις συνέρχονται εις συνελεύσεις κατά την προσεχή εβδομάδα διά την εξέτασιν των τρεχόντων ζητημάτων. bbox=[206, 1385, 398, 1428]
article-body: ΑΘΗΝΑΙ, 15.— Διά Β.Δ. ρυθμίζονται τα θέματα της λειτουργίας και των εξετάσεων των σχολών της Μέσης Εκπαιδεύσεως. Το διάταγμα προβλέπει την έναρξιν των μαθημάτων την 11ην Σεπτεμβρίου και τον καθορισμόν των εξεταστικών περιόδων. bbox=[6, 463, 198, 518]
currency-values bbox=[513, 521, 567, 531]
article-body: ΑΘΗΝΑΙ, 15.— Διά Β.Δ. ρυθμίζονται τα θέματα της λειτουργίας και των εξετάσεων των σχολών της Μέσης Εκπαιδεύσεως. Το διάταγμα προβλέπει την έναρξιν των μαθημάτων την 11ην Σεπτεμβρίου και τον καθορισμόν των εξεταστικών περιόδων. bbox=[6, 701, 198, 756]
currency-sell: 270,00 bbox=[542, 520, 566, 531]
article-body: ΜΟΣΧΑ, 15.— Διά της εκλογής του ως προέδρου του Ανωτάτου Σοβιέτ ο κ. Μικογιάν τερματίζει την μακράν πολιτικήν σταδιοδρομίαν του. bbox=[576, 1394, 733, 1438]
article-body: ΑΘΗΝΑΙ, 15.— Το κοινόν δασμολόγιον της Ευρωπαϊκής Οικονομικής Κοινότητος εκοινοποιήθη εις τα επιμελητήρια της χώρας. bbox=[1346, 267, 1562, 300]
lottery-numbers-1500: 5 438 453 657 677 725 844 64227 569 447 539 582 603 634 617 667 1150 12 103 727 63238 203 350 524 2027 214 401 342 391 973 64418 220 363 409 722 747 743 813 3118 195 519 561 761 67406 428 475 504 611 4810 353 353 548 571 71139 259 373 415 413 5221 107 203 121 390 562 636 763 865 72008 286 309 363 396 397 401 6004 321 362 479 535 650 701 822 73219 107 119 230 316 7218 406 890 74020 110 173 418 636 770 794 769 761 8018 179 209 420 629 718 525 729 824 75011 197 208 339 407 612 9030 179 264 324 361 611 659 827 955 75523 112 203 301 361 10110 275 322 403 403 618 761 887 971 76617 72 213 209 320 531 537 631 662 764 725 803 811 11215 183 280 375 463 77003 115 289 339 568 573 12335 397 404 512 716 78054 122 331 486 501 551 563 13021 166 206 227 384 79015 208 211 238 331 439 493 549 609 662 811 14019 329 342 357 482 565 572 80011 151 219 273 403 681 15071 311 311 421 619 81056 150 288 301 461 16022 208 313 412 538 542 667 82017 297 523 561 602 17035 138 291 334 537 641 657 83076 212 283 381 453 590 18122 245 366 398 469 518 638 731 84056 222 219 363 537 653 19038 270 203 352 462 517 636 721 85031 101 179 357 520 591 20211 183 193 319 385 508 630 742 86014 113 158 264 377 21057 108 228 336 411 601 669 87026 121 241 420 629 688 705 22001 113 263 321 517 639 677 88001 117 315 385 488 517 23015 109 168 356 474 525 89042 114 236 317 500 566 687 24013 218 383 385 479 612 631 90011 111 220 246 351 516 579 670 25009 47 253 456 418 601 754 812 825 91075 307 313 341 417 471 26041 161 249 348 468 521 641 92117 166 298 373 447 536 663 27023 116 232 445 529 647 93027 129 181 244 375 424 637 753 863 28015 104 128 336 354 478 561 94031 111 227 303 398 413 557 29011 116 201 394 405 501 661 95011 103 217 350 421 627 636 30035 129 281 340 411 96055 238 357 409 418 673 796 31078 111 347 347 361 414 534 97007 112 237 415 638 716 32049 164 304 523 537 591 635 98010 114 217 371 469 537 33030 120 237 250 307 417 520 99035 102 166 215 329 451 515 632 34061 114 229 385 427 564 623 100118 148 216 372 478 567 35075 116 257 323 402 518 616 733 101003 127 242 309 421 548 36026 124 210 306 478 601 102047 109 251 302 426 37011 118 262 371 448 521 634 103080 132 233 351 441 512 38049 129 211 338 495 613 104011 125 219 373 485 611 39052 134 208 340 451 105020 123 211 305 418 527 640 40023 102 231 322 431 533 627 106009 140 278 307 462 41017 165 293 316 428 519 678 107003 119 297 361 414 672 42054 123 186 304 436 543 108011 126 236 314 468 573 43016 146 271 325 412 561 623 109066 139 264 391 488 44031 118 219 337 421 528 110023 115 237 334 406 581 bbox=[576, 430, 1006, 853]
column-divider bbox=[403, 8, 404, 2332]
article-body: ΑΘΗΝΑΙ, 15.— Αι νεολαίαι της Ε.Ρ.Ε. αποδοκιμάζουν τους τραμπουκισμούς οργάνων του κόμματος κατά τας τελευταίας εκδηλώσεις. bbox=[408, 631, 566, 675]
article-body: ΑΛΓΕΡΙΟΝ, 15.— Η κυβέρνησις Μπεν Μπέλλα κατέστειλε τας επαναστατικάς στάσεις εις την Σαχάραν. bbox=[1121, 1076, 1338, 1098]
article-body: ΑΘΗΝΑΙ, 15.— Ο υπουργός Συγκοινωνιών ανεκοίνωσεν ότι εντός του έτους θα λειτουργήση η απ' ευθείας σύνδεσις δι' αυτομάτου επιλογής. bbox=[1346, 927, 1562, 960]
article-body: ΑΘΗΝΑΙ, 15.— Συνεπεία δηλητηριάσεως εκ φαγητού εισήχθησαν εις το νοσοκομείον έξι χωροφύλακες του σταθμού. bbox=[408, 1634, 566, 1679]
article-body: Κλείσιμον της 15ης Ιουλίου 1964 των κυριωτέρων ειδών εις δραχμάς κατ' οκάν: Βαμβάκιον, Σίτος, Αραβόσιτος, Ελαιόλαδον, Σταφίς, Καπνά. bbox=[206, 1562, 398, 1595]
headline: Ο ΡΟΥΜΠΥ ΑΠΕΚΤΗΣΕ ΤΟ ΔΕΚΑΤΟΝ ΣΥΝΗΓΟΡΟΝ bbox=[1370, 522, 1538, 551]
article-body: ΑΘΗΝΑΙ, 15.— Εκλεπτον από τας φαρμακοβιομηχανίας τους χημικούς τύπους και τας καλλιεργείας διαφόρων φαρμάκων τους οποίους εν συνεχεία επώλουν. bbox=[1121, 656, 1338, 689]
article-body: ΑΘΗΝΑΙ, 15.— Ο υπουργός Συγκοινωνιών ανεκοίνωσεν ότι εντός του έτους θα λειτουργήση η απ' ευθείας σύνδεσις δι' αυτομάτου επιλογής. bbox=[1121, 939, 1338, 972]
article-body: ΜΟΣΧΑ, 15.— Διά της εκλογής του ως προέδρου του Ανωτάτου Σοβιέτ ο κ. Μικογιάν τερματίζει την μακράν πολιτικήν σταδιοδρομίαν του. bbox=[576, 1490, 733, 1535]
headline: ΜΕΤΑΘΕΣΕΙΣ ΔΗΜΟΤΙΚΩΝ ΚΑΙ ΚΟΙΝΟΤΙΚΩΝ ΥΠΑΛΛΗΛΩΝ bbox=[432, 735, 542, 790]
article-body: ΜΟΣΧΑ, 15. (Ασσ. Πρές).— Ο πρωθυπουργός της Ρουμανίας διέψευσε κατηγορηματικώς τας πληροφορίας ότι η χώρα του ηξίωσεν την επιστροφήν της Βισσαραβίας. bbox=[1121, 144, 1338, 176]
article-body: ΑΘΗΝΑΙ, 14.— Η χωροφυλακή, κατόπιν αποφάσεως του υπουργείου Δικαιοσύνης, δεν θα φρουρή εφεξής τας φυλακάς της χώρας. Οι 700 άνδρες οι οποίοι απασχολούντο μέχρι σήμερον εις την φρούρησιν των φυλακών θα τοποθετηθούν εις σταθμούς της υπαίθρου. bbox=[206, 238, 398, 304]
article-body: ΑΘΗΝΑΙ, 15.— Ο αρμόδιος υπουργός ανεκοίνωσεν ότι θα ασκηθή αυστηρός έλεγχος διά την αλώβητον διατήρησιν του χαρακτήρος της περί την Ακρόπολιν περιοχής και ότι ουδεμία νέα οικοδομή θα επιτραπή. bbox=[576, 945, 733, 1011]
currency-sell: 271,00 bbox=[542, 550, 566, 561]
article-body: ΑΘΗΝΑΙ, 15.— Ο υπουργός Συγκοινωνιών ανεκοίνωσεν ότι εντός του έτους θα λειτουργήση η απ' ευθείας σύνδεσις δι' αυτομάτου επιλογής. bbox=[1346, 964, 1562, 998]
currency-buy: 260,00 bbox=[512, 520, 537, 531]
headline: ΡΥΘΜΙΖΟΝΤΑΙ ΔΙΑ ΔΙΑΤΑΓΜΑΤΟΣ ΤΑ ΘΕΜΑΤΑ ΤΗΣ ΛΕΙΤΟΥΡΓΙΑΣ ΚΑΙ ΤΩΝ ΕΞΕΤΑΣΕΩΝ ΤΩΝ ΣΧΟΛΩΝ ΤΗΣ ΜΕΣΗΣ ΕΚΠΑΙΔΕΥΣΕΩΣ bbox=[15, 319, 389, 402]
column-right bbox=[1121, 8, 1562, 2332]
article-body: ΑΘΗΝΑΙ, 15.— Συνέρχεται την 29ην Ιουλίου το αρμόδιον συμβούλιον, το οποίον θα λάβη αποφάσεις διά τας αποδοχάς των τραπεζικών υπαλλήλων. bbox=[408, 337, 566, 381]
subheadline: ΚΡΑΤΙΚΗ ΕΝΙΣΧΥΣΙΣ ΠΡΟΣ ΕΠΙΤΕΥΞΙΝ ΕΞΑΓΩΓΗΣ bbox=[44, 69, 360, 83]
article-body: ΑΘΗΝΑΙ, 15.— Εκ του Ελληνικού Ορειβατικού Συνδέσμου ανακοινούται ότι ο εορτασμός της πεντηκονταετηρίδος της πρώτης αναβάσεως εις τον Όλυμπον θα λάβη χώραν κατά τον προσεχή μήνα. bbox=[6, 1152, 198, 1196]
article-body: Κλείσιμον της 15ης Ιουλίου 1964 των κυριωτέρων ειδών εις δραχμάς κατ' οκάν: Βαμβάκιον, Σίτος, Αραβόσιτος, Ελαιόλαδον, Σταφίς, Καπνά. bbox=[6, 1562, 198, 1595]
currency-row bbox=[408, 541, 566, 551]
article-body: ΑΘΗΝΑΙ, 15.— Ανακοινούται ότι αι εργατικαί οργανώσεις συνέρχονται εις συνελεύσεις κατά την προσεχή εβδομάδα διά την εξέτασιν των τρεχόντων ζητημάτων. bbox=[6, 1336, 198, 1380]
article-body: ΜΟΣΧΑ, 15.— Διά της εκλογής του ως προέδρου του Ανωτάτου Σοβιέτ ο κ. Μικογιάν τερματίζει την μακράν πολιτικήν σταδιοδρομίαν του. bbox=[576, 1442, 733, 1487]
article-body: ΑΘΗΝΑΙ, 15.— Συνεπεία δηλητηριάσεως εκ φαγητού εισήχθησαν εις το νοσοκομείον έξι χωροφύλακες του σταθμού. bbox=[408, 941, 566, 984]
headline: ΜΙΚΡΑΙ ΕΙΔΗΣΕΙΣ ΕΞ ΑΘΗΝΩΝ ΧΩΡΙΣ ΤΙΤΛΟΝ bbox=[587, 1597, 885, 1633]
lottery-section-title: ΚΕΡΔΗ 3.000 ΔΡΑΧΜΩΝ ΚΑΙ ΑΝΩ bbox=[604, 187, 1083, 212]
headline: ΔΙΑΦΩΝΙΑ ΕΚΚΛΗΣΙΑΣ ΚΑΙ ΑΡΧΑΙΟΛΟΓΙΚΗΣ ΥΠΗΡΕΣΙΑΣ ΔΙΑ ΤΟΝ ΧΩΡΟΝ ΑΝΕΓΕΡΣΕΩΣ ΤΟΥ ΣΥΝΟΔΙΚΟΥ ΜΕΓΑΡΟΥ bbox=[11, 830, 393, 882]
article-body: ΑΘΗΝΑΙ, 15.— Διά πράξεως του υπουργού Κοινωνικών Υπηρεσιών διωρίσθησαν εις νοσοκομεία της χώρας ιατροί εκ των επιτυχόντων εις τον σχετικόν διαγωνισμόν. bbox=[6, 1233, 198, 1277]
article-body: ΑΘΗΝΑΙ, 15.— Μεταξύ Εκκλησίας και αρχαιολογικής υπηρεσίας υφίσταται διαφωνία ως προς τον χώρον επί του οποίου θα ανεγερθή το Συνοδικόν Μέγαρον. bbox=[206, 981, 398, 1025]
article-body: ΑΘΗΝΑΙ, 15.— Συνεπεία δηλητηριάσεως εκ φαγητού εισήχθησαν εις το νοσοκομείον έξι χωροφύλακες του σταθμού. bbox=[408, 1562, 566, 1606]
article-body: ΑΘΗΝΑΙ, 15.— Ο υπουργός των Οικονομικών ανεκοίνωσε χθες ότι αι εργασίαι της επιτροπής συνεχίζονται κανονικώς. bbox=[904, 1206, 1110, 1240]
headline: ΑΙ ΑΔΕΙΑΙ ΤΟΥ ΠΡΟΣΩΠΙΚΟΥ ΤΟΥ ΤΡΑΥΜΑΤΙΚΟΥ bbox=[427, 1518, 547, 1559]
article-body: ΔΡΑΜΑ, 15.— Μεταφέρονται εις άλλας περιοχάς προς επεξεργασίαν τα καπνά της Δράμας λόγω ελλείψεως αποθηκών. bbox=[904, 968, 1110, 1001]
headline: ΚΑΙ ΤΡΙΤΗ ΓΕΩΤΡΗΣΙΣ ΕΙΣ ΤΑ ΓΙΑΝΝΙΤΣΑ bbox=[416, 1368, 559, 1395]
article-body: Κλείσιμον της 15ης Ιουλίου 1964 των κυριωτέρων ειδών εις δραχμάς κατ' οκάν: Βαμβάκιον, Σίτος, Αραβόσιτος, Ελαιόλαδον, Σταφίς, Καπνά. bbox=[6, 1487, 198, 1521]
article-body: ΔΡΑΜΑ, 15.— Μεταφέρονται εις άλλας περιοχάς προς επεξεργασίαν τα καπνά της Δράμας λόγω ελλείψεως αποθηκών. bbox=[904, 931, 1110, 964]
article-body: ΜΟΣΧΑ, 15. (Ασσ. Πρές).— Ο πρωθυπουργός της Ρουμανίας διέψευσε κατηγορηματικώς τας πληροφορίας ότι η χώρα του ηξίωσεν την επιστροφήν της Βισσαραβίας. bbox=[1121, 107, 1338, 139]
lottery-masthead: Οἱ κερδίζοντες ἀριθμοὶ τοῦ ἐθνικοῦ λαχείου bbox=[603, 18, 1084, 156]
headline: ΕΙΣ ΧΩΡΟΦΥΛΑΚΑΣ ΕΔΗΛΗΤΗΡΙΑΣΘΗΣΑΝ ΑΠΟ ΦΑΓΗΤΟΝ bbox=[416, 896, 558, 938]
headline: ΑΠΟΔΟΚΙΜΑΖΟΥΝ ΤΟΥΣ ΤΡΑΜΠΟΥΚΙΣΜΟΥΣ ΟΡΓΑΝΩΝ ΤΗΣ Ε.Ρ.Ε. bbox=[408, 587, 566, 628]
headline: ΤΗΝ 29ΗΝ ΙΟΥΛΙΟΥ ΘΑ ΛΗΦΘΗ ΑΠΟΦΑΣΙΣ ΔΙΑ ΤΑΣ ΑΠΟΔΟΧΑΣ ΤΩΝ ΤΡΑΠΕΖΙΚΩΝ bbox=[412, 231, 563, 286]
article-body: ΑΘΗΝΑΙ, 15.— Διά Β.Δ. ρυθμίζονται τα θέματα της λειτουργίας και των εξετάσεων των σχολών της Μέσης Εκπαιδεύσεως. Το διάταγμα προβλέπει την έναρξιν των μαθημάτων την 11ην Σεπτεμβρίου και τον καθορισμόν των εξεταστικών περιόδων. bbox=[206, 641, 398, 697]
